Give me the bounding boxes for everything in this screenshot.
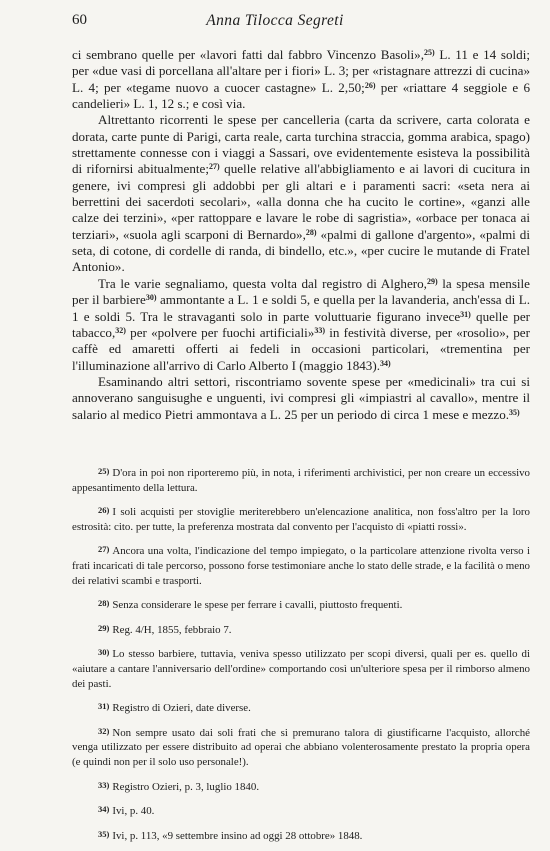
footnote — [72, 542, 530, 588]
footnote-text: I soli acquisti per stoviglie meriterebbero un'elencazione analitica, non foss'altro per la loro estrosità: cito. per tutte, la preferenza mostrata dal convento per l'acquisto di «piatti rossi». — [72, 506, 530, 533]
footnote — [72, 464, 530, 495]
footnote-ref: 25) — [424, 48, 435, 57]
text-run: ci sembrano quelle per «lavori fatti dal fabbro Vincenzo Basoli», — [72, 47, 424, 62]
footnote — [72, 596, 530, 613]
footnote-text: Registro di Ozieri, date diverse. — [112, 702, 251, 715]
footnote-number: 32) — [98, 725, 110, 736]
footnote-number: 35) — [98, 828, 110, 839]
footnote-ref: 29) — [426, 276, 438, 286]
footnote-number: 34) — [98, 804, 110, 815]
body-paragraph — [72, 112, 530, 275]
footnote-text: Reg. 4/H, 1855, febbraio 7. — [112, 623, 232, 636]
text-run: Tra le varie segnaliamo, questa volta dal registro di Alghero, — [98, 275, 427, 291]
text-run: per «polvere per fuochi artificiali» — [125, 324, 315, 340]
footnote-number: 28) — [98, 598, 110, 609]
footnote-ref: 35) — [509, 407, 520, 417]
body-paragraph — [72, 374, 530, 423]
footnote-number: 26) — [98, 505, 110, 516]
footnote-ref: 33) — [314, 325, 325, 335]
page-number: 60 — [72, 12, 87, 28]
text-run: «palmi di gallone d'argento», «palmi di seta, di cotone, di cordelle di randa, di bindello, etc.», «per cucire le mutande di Fratel Antonio». — [72, 226, 530, 275]
footnote-text: Ivi, p. 40. — [112, 805, 155, 818]
footnote-text: D'ora in poi non riporteremo più, in nota, i riferimenti archivistici, per non creare un eccessivo appesantimento della lettura. — [72, 467, 530, 494]
footnote-number: 27) — [98, 544, 110, 555]
footnote-ref: 27) — [208, 162, 220, 172]
footnote-text: Non sempre usato dai soli frati che si premurano talora di giustificarne l'acquisto, allorché venga utilizzato per essere distribuito ad operai che abbiano volenterosamente prestato la propria opera (e quindi non per il solo uso personale!). — [72, 726, 530, 768]
footnote-number: 31) — [98, 701, 110, 712]
text-run: in festività diverse, per «rosolio», per caffè ed amaretti offerti ai fedeli in occasioni particolari, «trementina per l'illuminazione all'arrivo di Carlo Alberto I (maggio 1843). — [72, 324, 530, 373]
text-run: L. 11 e 14 soldi; per «due vasi di porcellana all'altare per i fiori» L. 3; per «ristagnare attrezzi di cucina» L. 4; per «tegame nuovo a cuocer castagne» L. 2,50; — [72, 47, 530, 95]
footnote-number: 29) — [98, 622, 110, 633]
text-run: Esaminando altri settori, riscontriamo sovente spese per «medicinali» tra cui si annoverano sanguisughe e unguenti, ivi compresi gli «impiastri al cavallo», mentre il salario al medico Pietri ammontava a L. 25 per un periodo di circa 1 mese e mezzo. — [72, 373, 530, 422]
text-run: ammontante a L. 1 e soldi 5, e quella per la lavanderia, anch'essa di L. 1 e soldi 5. Tra le stravaganti solo in parte voluttuarie figurano invece — [72, 292, 530, 324]
footnote — [72, 778, 530, 795]
footnote-number: 25) — [98, 466, 110, 476]
footnote — [72, 503, 530, 534]
body-paragraph — [72, 47, 530, 112]
footnote — [72, 802, 530, 819]
footnote-number: 33) — [98, 779, 110, 790]
footnotes — [72, 464, 530, 851]
main-text — [72, 47, 530, 423]
footnote-ref: 31) — [460, 309, 471, 319]
footnote-ref: 30) — [145, 293, 157, 303]
footnote-ref: 32) — [115, 325, 126, 335]
footnote-text: Ancora una volta, l'indicazione del tempo impiegato, o la particolare attenzione rivolta verso i frati incaricati di tale percorso, possono forse testimoniare anche lo stato delle strade, e la facilità o meno dei relativi scambi e trasporti. — [72, 545, 530, 587]
text-run: la spesa mensile per il barbiere — [72, 275, 530, 308]
body-paragraph — [72, 276, 530, 374]
footnote-ref: 34) — [379, 358, 391, 368]
running-head: Anna Tilocca Segreti — [206, 12, 344, 29]
footnote-text: Senza considerare le spese per ferrare i cavalli, piuttosto frequenti. — [112, 599, 403, 612]
text-run: per «riattare 4 seggiole e 6 candelieri» L. 1, 12 s.; e così via. — [72, 79, 530, 112]
page-header — [0, 12, 550, 34]
footnote — [72, 645, 530, 691]
footnote-ref: 28) — [305, 227, 317, 237]
footnote — [72, 724, 530, 770]
footnote-text: Ivi, p. 113, «9 settembre insino ad oggi 28 ottobre» 1848. — [112, 829, 363, 842]
footnote — [72, 827, 530, 844]
footnote — [72, 699, 530, 716]
footnote — [72, 621, 530, 638]
footnote-text: Lo stesso barbiere, tuttavia, veniva spesso utilizzato per scopi diversi, quali per es. quello di «aiutare a cantare l'anniversario dell'ordine» comportando così un'ulteriore spesa per il rimborso almeno dei pasti. — [72, 648, 530, 690]
text-run: quelle per tabacco, — [72, 308, 530, 340]
text-run: Altrettanto ricorrenti le spese per cancelleria (carta da scrivere, carta colorata e dorata, carte punte di Parigi, carta reale, carta turchina straccia, gomma arabica, spago) strettamente connesse con i viaggi a Sassari, ove evidentemente esisteva la possibilità di rifornirsi abitualmente; — [72, 112, 530, 177]
text-run: quelle relative all'abbigliamento e ai lavori di cucitura in genere, ivi compresi gli addobbi per gli altari e i paramenti sacri: «seta nera ai berrettini dei sacerdoti secolari», «alla donna che ha cucito le cortine», «ganzi alle calze dei terzini», «per rattoppare e lavare le robe di sagristia», «orbace per tonaca ai terziari», «suola agli scarponi di Bernardo», — [72, 161, 530, 242]
footnote-number: 30) — [98, 647, 110, 658]
footnote-ref: 26) — [364, 80, 376, 90]
footnote-text: Registro Ozieri, p. 3, luglio 1840. — [112, 780, 260, 793]
